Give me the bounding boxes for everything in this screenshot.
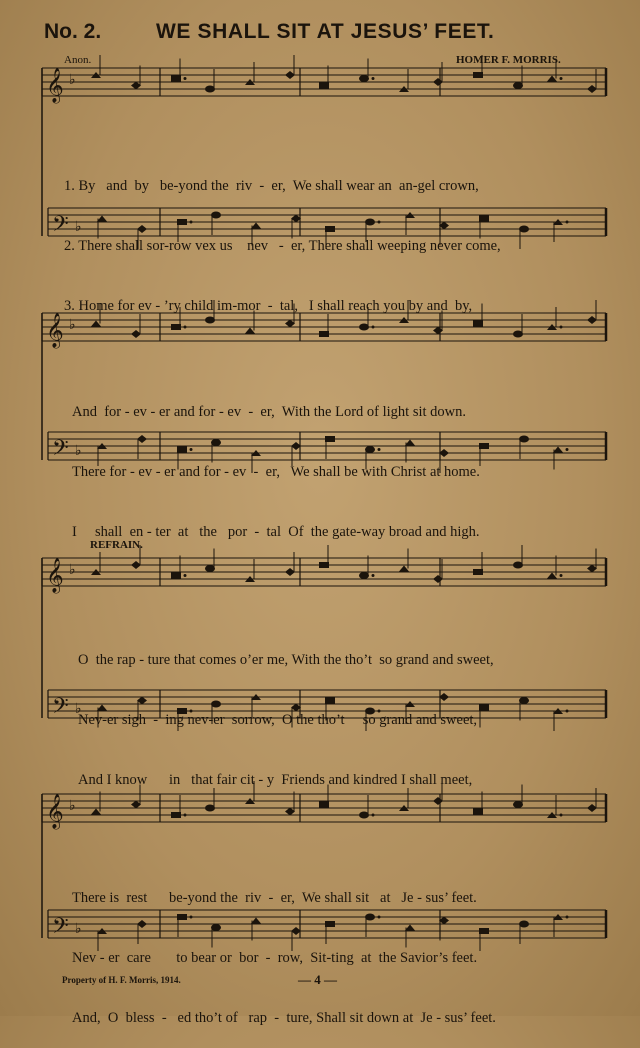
key-flat: ♭	[75, 701, 82, 717]
note-dot	[566, 710, 569, 713]
note-dot	[372, 574, 375, 577]
key-flat: ♭	[69, 798, 76, 814]
note-dot	[184, 77, 187, 80]
lyrics-verse-block-1	[64, 136, 501, 336]
key-flat: ♭	[75, 219, 82, 235]
lyric-line: Nev-er sigh - ing nev-er sorrow, O the tho’t so grand and sweet,	[78, 712, 478, 728]
page-number: — 4 —	[298, 972, 337, 987]
lyric-line: O the rap - ture that comes o’er me, With the tho’t so grand and sweet,	[78, 652, 494, 668]
key-flat: ♭	[75, 443, 82, 459]
lyric-line: There is rest be-yond the riv - er, We shall sit at Je - sus’ feet.	[72, 890, 477, 906]
bass-clef: 𝄢	[52, 212, 69, 242]
bass-clef: 𝄢	[52, 694, 69, 724]
refrain-label: REFRAIN.	[90, 539, 143, 551]
lyric-line: There for - ev - er and for - ev - er, We shall be with Christ at home.	[72, 464, 480, 480]
treble-clef: 𝄞	[46, 794, 64, 829]
bass-clef: 𝄢	[52, 436, 69, 466]
key-flat: ♭	[69, 562, 76, 578]
treble-clef: 𝄞	[46, 313, 64, 348]
note-dot	[560, 814, 563, 817]
lyric-line: 1. By and by be-yond the riv - er, We shall wear an an-gel crown,	[64, 178, 479, 194]
note-dot	[184, 814, 187, 817]
lyric-line: I shall en - ter at the por - tal Of the gate-way broad and high.	[72, 524, 480, 540]
copyright-notice: Property of H. F. Morris, 1914.	[62, 975, 181, 985]
treble-clef: 𝄞	[46, 558, 64, 593]
music-credit: HOMER F. MORRIS.	[456, 54, 561, 66]
lyric-line: 3. Home for ev - ’ry child im-mor - tal, I shall reach you by and by,	[64, 298, 473, 314]
key-flat: ♭	[69, 72, 76, 88]
note-dot	[560, 77, 563, 80]
lyric-line: And, O bless - ed tho’t of rap - ture, Shall sit down at Je - sus’ feet.	[72, 1010, 496, 1026]
lyric-line: And I know in that fair cit - y Friends and kindred I shall meet,	[78, 772, 473, 788]
lyric-line: And for - ev - er and for - ev - er, With the Lord of light sit down.	[72, 404, 466, 420]
treble-clef: 𝄞	[46, 68, 64, 103]
note-dot	[184, 574, 187, 577]
lyric-line: 2. There shall sor-row vex us nev - er, There shall weeping never come,	[64, 238, 501, 254]
note-dot	[566, 221, 569, 224]
note-dot	[566, 448, 569, 451]
hymn-number: No. 2.	[44, 20, 102, 43]
note-dot	[372, 77, 375, 80]
note-dot	[372, 814, 375, 817]
words-credit: Anon.	[64, 54, 92, 66]
lyric-line: Nev - er care to bear or bor - row, Sit-ting at the Savior’s feet.	[72, 950, 478, 966]
lyrics-verse-block-2	[72, 362, 480, 562]
bass-clef: 𝄢	[52, 914, 69, 944]
note-dot	[560, 574, 563, 577]
key-flat: ♭	[69, 317, 76, 333]
key-flat: ♭	[75, 921, 82, 937]
hymn-title: WE SHALL SIT AT JESUS’ FEET.	[156, 20, 495, 43]
lyrics-refrain-block-2	[72, 848, 496, 1048]
note-dot	[560, 326, 563, 329]
lyrics-refrain-block	[78, 610, 494, 810]
note-dot	[566, 916, 569, 919]
